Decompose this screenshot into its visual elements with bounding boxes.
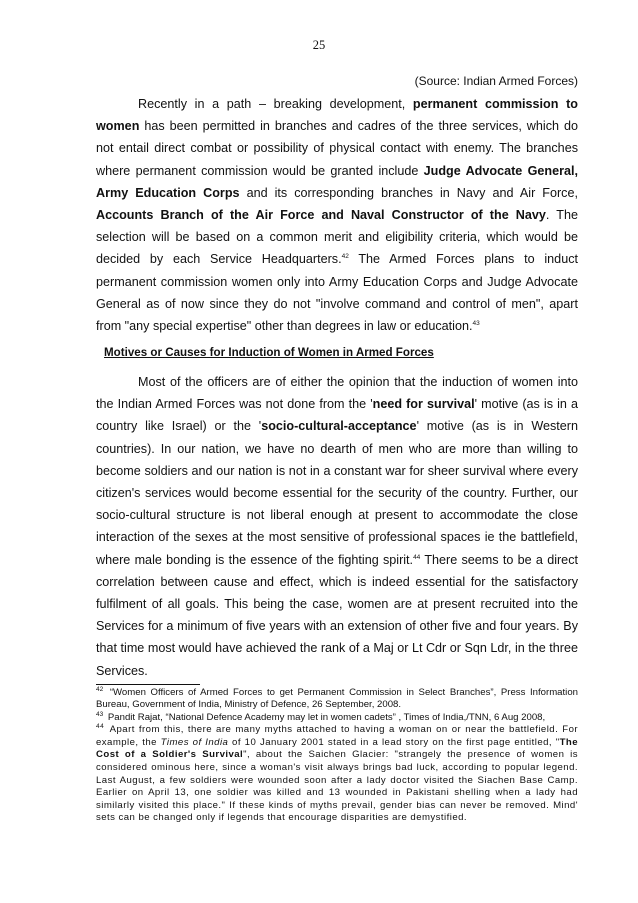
body-paragraph-commission [96, 93, 578, 337]
footnote-43 [96, 712, 578, 724]
footnote-italic-times-of-india: Times of India [160, 736, 229, 748]
footnotes [96, 687, 578, 825]
para1-bold-accounts-branch: Accounts Branch of the Air Force and Naval Constructor of the Navy [96, 208, 546, 223]
para2-text-1: Most of the officers are of either the opinion that the induction of women into the Indian Armed Forces was not done from the ' [96, 375, 578, 412]
para1-text-3: and its corresponding branches in Navy and Air Force, [239, 185, 578, 200]
para2-text-4: There seems to be a direct correlation between cause and effect, which is indeed essential for the satisfactory fulfilment of all goals. This being the case, women are at present recruited into the Services for a minimum of five years with an extension of other five and four years. By that time most would have achieved the rank of a Maj or Lt Cdr or Sqn Ldr, in the three Services. [96, 552, 578, 678]
footnote-text: Pandit Rajat, “National Defence Academy may let in women cadets” , Times of India,/TNN, 6 Aug 2008, [105, 711, 546, 723]
footnote-ref-42[interactable]: 42 [341, 253, 349, 261]
para2-bold-need-for-survival: need for survival [372, 397, 475, 412]
footnote-number: 43 [96, 710, 104, 718]
footnote-ref-44[interactable]: 44 [413, 553, 421, 561]
para2-text-2: ' motive (as is in a country like Israel) or the ' [96, 397, 579, 434]
footnote-text: of 10 January 2001 stated in a lead story on the first page entitled, " [228, 736, 560, 748]
footnote-separator [96, 684, 200, 685]
para1-text-5: The Armed Forces plans to induct permanent commission women only into Army Education Corps and Judge Advocate General as of now since they do not "involve command and control of men", apart from "any special expertise" other than degrees in law or education. [96, 252, 578, 334]
source-caption: (Source: Indian Armed Forces) [414, 74, 578, 88]
footnote-ref-43[interactable]: 43 [472, 319, 480, 327]
footnote-text: “Women Officers of Armed Forces to get Permanent Commission in Select Branches”, Press Information Bureau, Government of India, Ministry of Defence, 26 September, 2008. [96, 687, 578, 711]
footnote-text: ", about the Saichen Glacier: "strangely the presence of women is considered ominous here, since a woman's visit always brings bad luck, according to popular legend. Last August, a few soldiers were wounded soon after a lady doctor visited the Siachen Base Camp. Earlier on April 13, one soldier was killed and 13 wounded in Pakistani shelling when a lady had similarly visited this place." If these kinds of myths prevail, gender bias can never be removed. Mind' sets can be changed only if legends that encourage disparities are demystified. [96, 749, 578, 824]
body-paragraph-motives [96, 371, 578, 682]
footnote-bold-story-title: The Cost of a Soldier's Survival [96, 736, 578, 761]
para1-text-2: has been permitted in branches and cadres of the three services, which do not entail direct combat or possibility of physical contact with enemy. The branches where permanent commission would be granted include [96, 119, 578, 178]
footnote-number: 42 [96, 685, 104, 693]
page-number: 25 [312, 38, 326, 52]
footnote-text: Apart from this, there are many myths attached to having a woman on or near the battlefield. For example, the [96, 724, 578, 748]
para2-text-3: ' motive (as is in Western countries). In our nation, we have no dearth of men who are more than willing to become soldiers and our nation is not in a constant war for sheer survival where every citizen's services would become essential for the security of the country. Further, our socio-cultural structure is not liberal enough at present to accommodate the close interaction of the sexes at the most sensitive of professional spaces ie the battlefield, where male bonding is the essence of the fighting spirit. [96, 419, 578, 567]
para1-bold-judge-advocate: Judge Advocate General, Army Education Corps [96, 163, 578, 200]
para1-bold-permanent-commission: permanent commission to women [96, 97, 578, 134]
footnote-44 [96, 724, 578, 825]
footnote-42 [96, 687, 578, 712]
section-heading: Motives or Causes for Induction of Women in Armed Forces [104, 346, 434, 359]
para1-text-1: Recently in a path – breaking development, [138, 97, 413, 111]
para2-bold-socio-cultural: socio-cultural-acceptance [261, 419, 417, 434]
para1-text-4: . The selection will be based on a common merit and eligibility criteria, which would be decided by each Service Headquarters. [96, 208, 578, 267]
footnote-number: 44 [96, 723, 105, 731]
